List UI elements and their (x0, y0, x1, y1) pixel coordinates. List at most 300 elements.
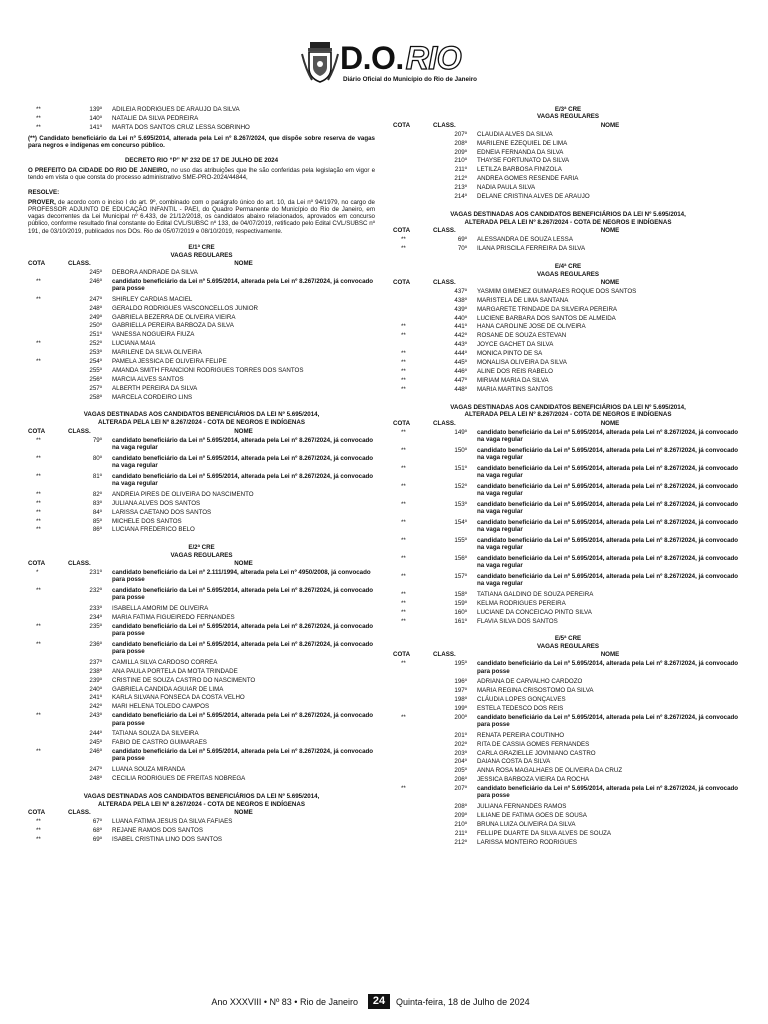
table-row (393, 830, 743, 839)
table-row (28, 437, 375, 455)
nome-cell: ALINE DOS REIS RABELO (477, 367, 553, 375)
class-cell: 206º (454, 776, 467, 784)
class-cell: 244º (89, 730, 102, 738)
table-row (393, 341, 743, 350)
class-cell: 443º (454, 341, 467, 349)
header-cota: COTA (393, 227, 411, 235)
nome-cell: candidato beneficiário da Lei nº 5.695/2014, alterada pela Lei nº 8.267/2024, já convocado para posse (112, 747, 374, 763)
nome-cell: MARTA DOS SANTOS CRUZ LESSA SOBRINHO (112, 123, 250, 131)
class-cell: 83º (92, 499, 102, 507)
nome-cell: RENATA PEREIRA COUTINHO (477, 731, 565, 739)
class-cell: 82º (92, 490, 102, 498)
class-cell: 234º (89, 613, 102, 621)
table-row (28, 305, 375, 314)
table-row (28, 703, 375, 712)
nome-cell: ISABELLA AMORIM DE OLIVEIRA (112, 605, 209, 613)
class-cell: 86º (92, 526, 102, 534)
cota-cell: ** (36, 622, 41, 630)
table-row (393, 573, 743, 591)
class-cell: 69º (92, 835, 102, 843)
table-row (28, 394, 375, 403)
table-row (393, 501, 743, 519)
class-cell: 203º (454, 749, 467, 757)
table-header (28, 428, 375, 437)
class-cell: 214º (454, 193, 467, 200)
class-cell: 235º (89, 622, 102, 630)
table-row (28, 659, 375, 668)
cota-cell: ** (36, 835, 41, 843)
class-cell: 247º (89, 295, 102, 303)
nome-cell: ADILEIA RODRIGUES DE ARAUJO DA SILVA (112, 106, 240, 113)
class-cell: 207º (454, 130, 467, 138)
table-row (28, 296, 375, 305)
table-row (393, 297, 743, 306)
table-row (28, 818, 375, 827)
class-cell: 153º (454, 500, 467, 508)
nome-cell: AMANDA SMITH FRANCIONI RODRIGUES TORRES DOS SANTOS (112, 366, 304, 374)
table-row (393, 678, 743, 687)
decree-paragraph (28, 199, 375, 236)
cota-cell: ** (401, 572, 406, 580)
section-heading-line: ALTERADA PELA LEI Nº 8.267/2024 - COTA DE NEGROS E INDÍGENAS (98, 800, 305, 808)
nome-cell: YASMIM GIMENEZ GUIMARAES ROQUE DOS SANTOS (477, 287, 637, 295)
table-row (393, 157, 743, 166)
nome-cell: DAIANA COSTA DA SILVA (477, 758, 551, 766)
nome-cell: LUCIANA MAIA (112, 340, 156, 348)
class-cell: 70º (457, 245, 467, 253)
table-row (28, 668, 375, 677)
nome-cell: MARIA REGINA CRISOSTOMO DA SILVA (477, 687, 594, 695)
cota-cell: ** (36, 827, 41, 835)
cota-cell: ** (36, 508, 41, 516)
cota-cell: ** (36, 123, 41, 131)
class-cell: 139º (89, 106, 102, 113)
class-cell: 236º (89, 640, 102, 648)
class-cell: 238º (89, 667, 102, 675)
table-row (393, 705, 743, 714)
class-cell: 248º (89, 304, 102, 312)
paragraph-lead: PROVER, (28, 198, 56, 206)
nome-cell: DELANE CRISTINA ALVES DE ARAUJO (477, 193, 590, 200)
table-row (28, 712, 375, 730)
class-cell: 242º (89, 703, 102, 711)
table-row (28, 385, 375, 394)
class-cell: 240º (89, 685, 102, 693)
header-cota: COTA (28, 560, 46, 568)
nome-cell: FABIO DE CASTRO GUIMARAES (112, 739, 207, 747)
nome-cell: GABRIELA BEZERRA DE OLIVEIRA VIEIRA (112, 313, 236, 321)
table-row (28, 473, 375, 491)
nome-cell: FELLIPE DUARTE DA SILVA ALVES DE SOUZA (477, 829, 611, 837)
table-row (393, 386, 743, 395)
table-row (393, 519, 743, 537)
cota-cell: ** (36, 490, 41, 498)
class-cell: 207º (454, 785, 467, 793)
nome-cell: LETILZA BARBOSA FINIZOLA (477, 166, 562, 174)
class-cell: 155º (454, 536, 467, 544)
nome-cell: CAMILLA SILVA CARDOSO CORREA (112, 658, 218, 666)
section-heading-line: VAGAS REGULARES (170, 251, 233, 259)
class-cell: 199º (454, 704, 467, 712)
masthead (300, 40, 477, 98)
class-cell: 202º (454, 740, 467, 748)
class-cell: 85º (92, 517, 102, 525)
table-row (393, 839, 743, 848)
section-heading-line: ALTERADA PELA LEI Nº 8.267/2024 - COTA DE NEGROS E INDÍGENAS (464, 218, 672, 226)
class-cell: 258º (89, 393, 102, 401)
section-heading-line: VAGAS DESTINADAS AOS CANDIDATOS BENEFICIÁRIOS DA LEI Nº 5.695/2014, (450, 210, 686, 218)
header-class: CLASS. (433, 227, 456, 235)
class-cell: 245º (89, 739, 102, 747)
class-cell: 204º (454, 758, 467, 766)
table-row (28, 115, 375, 124)
paragraph-text: de acordo com o inciso I do art. 9º, combinado com o parágrafo único do art. 10, da Lei nº 94/1979, no cargo de PROFESSOR ADJUNTO DE EDUCAÇÃO INFANTIL - PAEI, do Quadro Permanente do Município do Rio de Janeiro, em vagas decorrentes da Lei Municipal nº 6.433, de 21/12/2018, os candidatos abaixo relacionados, aprovados em concurso público, conforme resultado final constante do Edital CVL/SUBSC nº 133, de 04/07/2019, retificado pelo Edital CVL/SUBSC nº 191, de 03/10/2019, publicados nos DOs. Rio de 05/07/2019 e 08/10/2019, respectivamente. (28, 198, 375, 235)
table-row (393, 776, 743, 785)
class-cell: 248º (89, 774, 102, 782)
class-cell: 154º (454, 518, 467, 526)
class-cell: 141º (89, 123, 102, 131)
class-cell: 254º (89, 358, 102, 365)
cota-cell: ** (401, 358, 406, 366)
class-cell: 233º (89, 605, 102, 613)
table-row (393, 140, 743, 149)
cota-cell: ** (36, 277, 41, 285)
nome-cell: LARISSA CAETANO DOS SANTOS (112, 508, 212, 516)
nome-cell: candidato beneficiário da Lei nº 5.695/2014, alterada pela Lei nº 8.267/2024, já convocado para posse (112, 587, 374, 602)
class-cell: 209º (454, 148, 467, 156)
nome-cell: LUANA SOUZA MIRANDA (112, 765, 186, 773)
class-cell: 197º (454, 687, 467, 695)
table-row (393, 555, 743, 573)
cota-cell: ** (401, 617, 406, 625)
table-row (393, 166, 743, 175)
header-nome: NOME (600, 227, 620, 235)
cota-cell: ** (401, 350, 406, 358)
nome-cell: ILANA PRISCILA FERREIRA DA SILVA (477, 245, 586, 253)
table-row (28, 526, 375, 535)
table-row (28, 124, 375, 133)
header-cota: COTA (28, 427, 46, 435)
nome-cell: KARLA SILVANA FONSECA DA COSTA VELHO (112, 694, 245, 702)
nome-cell: MONALISA OLIVEIRA DA SILVA (477, 358, 567, 366)
nome-cell: CECILIA RODRIGUES DE FREITAS NOBREGA (112, 774, 246, 782)
class-cell: 140º (89, 114, 102, 122)
page-number: 24 (368, 994, 390, 1009)
table-row (393, 600, 743, 609)
table-row (28, 278, 375, 296)
nome-cell: candidato beneficiário da Lei nº 5.695/2014, alterada pela Lei nº 8.267/2024, já convocado para posse (477, 713, 739, 729)
table-row (393, 618, 743, 627)
nome-cell: CLAUDIA ALVES DA SILVA (477, 130, 553, 138)
table-row (28, 367, 375, 376)
cota-cell: ** (401, 554, 406, 562)
class-cell: 255º (89, 366, 102, 374)
table-row (28, 314, 375, 323)
table-row (393, 332, 743, 341)
class-cell: 249º (89, 313, 102, 321)
table-row (393, 359, 743, 368)
class-cell: 437º (454, 287, 467, 295)
table-row (28, 322, 375, 331)
table-row (393, 767, 743, 776)
nome-cell: LUCIENE BARBARA DOS SANTOS DE ALMEIDA (477, 314, 616, 322)
nome-cell: candidato beneficiário da Lei nº 5.695/2014, alterada pela Lei nº 8.267/2024, já convocado na vaga regular (477, 518, 739, 534)
nome-cell: MONICA PINTO DE SA (477, 350, 543, 358)
nome-cell: ESTELA TEDESCO DOS REIS (477, 704, 564, 712)
section-heading-line: E/4ª CRE (554, 263, 582, 271)
nome-cell: MARGARETE TRINDADE DA SILVEIRA PEREIRA (477, 305, 618, 313)
nome-cell: LILIANE DE FATIMA GOES DE SOUSA (477, 812, 587, 820)
cota-cell: ** (401, 713, 406, 721)
table-row (28, 358, 375, 367)
table-row (28, 686, 375, 695)
table-row (393, 184, 743, 193)
class-cell: 208º (454, 803, 467, 811)
section-heading-line: E/5ª CRE (554, 635, 582, 643)
table-row (393, 687, 743, 696)
class-cell: 257º (89, 384, 102, 392)
table-row (393, 429, 743, 447)
nome-cell: candidato beneficiário da Lei nº 5.695/2014, alterada pela Lei nº 8.267/2024, já convocado na vaga regular (112, 454, 374, 470)
table-row (28, 827, 375, 836)
cota-cell: ** (401, 236, 406, 244)
nome-cell: LARISSA MONTEIRO RODRIGUES (477, 838, 578, 846)
nome-cell: candidato beneficiário da Lei nº 5.695/2014, alterada pela Lei nº 8.267/2024, já convocado na vaga regular (477, 464, 739, 480)
table-row (393, 821, 743, 830)
nome-cell: candidato beneficiário da Lei nº 5.695/2014, alterada pela Lei nº 8.267/2024, já convocado na vaga regular (112, 436, 374, 452)
table-header (28, 260, 375, 269)
class-cell: 211º (454, 166, 467, 174)
nome-cell: candidato beneficiário da Lei nº 5.695/2014, alterada pela Lei nº 8.267/2024, já convocado para posse (112, 277, 374, 293)
header-class: CLASS. (68, 259, 91, 267)
class-cell: 213º (454, 184, 467, 192)
header-class: CLASS. (433, 651, 456, 659)
cota-cell: ** (36, 114, 41, 122)
cota-cell: ** (36, 358, 41, 365)
nome-cell: MICHELE DOS SANTOS (112, 517, 182, 525)
table-row (393, 193, 743, 202)
class-cell: 445º (454, 358, 467, 366)
nome-cell: MARILENE DA SILVA OLIVEIRA (112, 349, 202, 357)
section-heading (28, 244, 375, 259)
nome-cell: candidato beneficiário da Lei nº 5.695/2014, alterada pela Lei nº 8.267/2024, já convocado para posse (477, 785, 739, 800)
section-heading-line: VAGAS DESTINADAS AOS CANDIDATOS BENEFICIÁRIOS DA LEI Nº 5.695/2014, (83, 411, 320, 419)
nome-cell: ADRIANA DE CARVALHO CARDOZO (477, 678, 583, 686)
table-row (393, 306, 743, 315)
class-cell: 247º (89, 765, 102, 773)
header-class: CLASS. (433, 420, 456, 428)
nome-cell: LUCIANA FREDERICO BELO (112, 526, 195, 534)
header-class: CLASS. (68, 560, 91, 568)
nome-cell: RITA DE CASSIA GOMES FERNANDES (477, 740, 590, 748)
table-row (393, 288, 743, 297)
class-cell: 196º (454, 678, 467, 686)
table-row (28, 340, 375, 349)
page-footer (0, 994, 768, 1014)
nome-cell: GERALDO RODRIGUES VASCONCELLOS JUNIOR (112, 304, 259, 312)
header-nome: NOME (234, 560, 253, 568)
table-row (393, 785, 743, 803)
nome-cell: candidato beneficiário da Lei nº 5.695/2014, alterada pela Lei nº 8.267/2024, já convocado na vaga regular (477, 482, 739, 498)
section-heading-line: E/2ª CRE (188, 544, 215, 552)
nome-cell: MARCIA ALVES SANTOS (112, 375, 184, 383)
nome-cell: candidato beneficiário da Lei nº 5.695/2014, alterada pela Lei nº 8.267/2024, já convocado para posse (112, 712, 374, 727)
section-heading (393, 106, 743, 121)
table-row (28, 748, 375, 766)
table-header (393, 651, 743, 660)
nome-cell: EDNEIA FERNANDA DA SILVA (477, 148, 564, 156)
class-cell: 67º (92, 818, 102, 826)
nome-cell: JESSICA BARBOZA VIEIRA DA ROCHA (477, 776, 590, 784)
table-row (28, 623, 375, 641)
nome-cell: candidato beneficiário da Lei nº 5.695/2014, alterada pela Lei nº 8.267/2024, já convocado na vaga regular (477, 536, 739, 552)
table-row (28, 269, 375, 278)
header-cota: COTA (393, 121, 411, 129)
nome-cell: candidato beneficiário da Lei nº 5.695/2014, alterada pela Lei nº 8.267/2024, já convocado na vaga regular (477, 500, 739, 516)
class-cell: 158º (454, 590, 467, 598)
nome-cell: candidato beneficiário da Lei nº 5.695/2014, alterada pela Lei nº 8.267/2024, já convocado para posse (112, 640, 374, 656)
cota-cell: ** (401, 599, 406, 607)
header-nome: NOME (600, 420, 620, 428)
header-nome: NOME (234, 809, 253, 817)
class-cell: 241º (89, 694, 102, 702)
cota-cell: ** (401, 785, 406, 793)
section-heading (393, 211, 743, 227)
table-row (393, 236, 743, 245)
nome-cell: SHIRLEY CARDIAS MACIEL (112, 295, 193, 303)
table-row (28, 500, 375, 509)
section-heading-line: VAGAS REGULARES (536, 642, 600, 650)
cota-cell: ** (36, 818, 41, 826)
nome-cell: MARILENE EZEQUIEL DE LIMA (477, 139, 568, 147)
class-cell: 156º (454, 554, 467, 562)
header-nome: NOME (600, 121, 620, 129)
gazette-subtitle: Diário Oficial do Município do Rio de Janeiro (343, 76, 477, 83)
class-cell: 252º (89, 340, 102, 348)
section-heading-line: ALTERADA PELA LEI Nº 8.267/2024 - COTA DE NEGROS E INDÍGENAS (464, 411, 672, 419)
nome-cell: candidato beneficiário da Lei nº 5.695/2014, alterada pela Lei nº 8.267/2024, já convocado na vaga regular (477, 428, 739, 444)
table-row (393, 696, 743, 705)
table-row (28, 739, 375, 748)
class-cell: 438º (454, 296, 467, 304)
nome-cell: PAMELA JESSICA DE OLIVEIRA FELIPE (112, 358, 227, 365)
cota-cell: ** (401, 385, 406, 393)
table-row (393, 591, 743, 600)
cota-cell: ** (36, 517, 41, 525)
table-row (393, 323, 743, 332)
table-row (28, 677, 375, 686)
table-row (28, 569, 375, 587)
class-cell: 239º (89, 676, 102, 684)
footer-date: Quinta-feira, 18 de Julho de 2024 (396, 997, 530, 1007)
nome-cell: candidato beneficiário da Lei nº 5.695/2014, alterada pela Lei nº 8.267/2024, já convocado na vaga regular (477, 554, 739, 570)
table-row (393, 377, 743, 386)
class-cell: 69º (457, 236, 467, 244)
class-cell: 152º (454, 482, 467, 490)
footer-edition: Ano XXXVIII • Nº 83 • Rio de Janeiro (211, 997, 358, 1007)
header-class: CLASS. (433, 278, 456, 286)
table-row (393, 537, 743, 555)
class-cell: 446º (454, 367, 467, 375)
nome-cell: VANESSA NOGUEIRA FIUZA (112, 331, 195, 339)
nome-cell: LUCIANE DA CONCEICAO PINTO SILVA (477, 608, 592, 616)
section-heading (28, 411, 375, 427)
nome-cell: REJANE RAMOS DOS SANTOS (112, 827, 203, 835)
table-row (28, 509, 375, 518)
table-row (28, 455, 375, 473)
table-row (393, 803, 743, 812)
class-cell: 195º (454, 660, 467, 668)
nome-cell: ANNA ROSA MAGALHAES DE OLIVEIRA DA CRUZ (477, 767, 623, 775)
city-coat-of-arms-icon (300, 40, 340, 84)
nome-cell: candidato beneficiário da Lei nº 5.695/2014, alterada pela Lei nº 8.267/2024, já convocado na vaga regular (477, 446, 739, 462)
class-cell: 440º (454, 314, 467, 322)
nome-cell: HANA CAROLINE JOSE DE OLIVEIRA (477, 323, 586, 331)
cota-cell: ** (36, 499, 41, 507)
gazette-title: D.O.RIO (340, 40, 462, 76)
class-cell: 246º (89, 747, 102, 755)
class-cell: 439º (454, 305, 467, 313)
table-row (393, 175, 743, 184)
header-nome: NOME (600, 651, 620, 659)
nome-cell: TATIANA SOUZA DA SILVEIRA (112, 730, 199, 738)
cota-cell: ** (36, 340, 41, 348)
nome-cell: candidato beneficiário da Lei nº 5.695/2014, alterada pela Lei nº 8.267/2024, já convocado na vaga regular (477, 572, 739, 588)
table-row (393, 609, 743, 618)
header-class: CLASS. (68, 809, 91, 817)
header-cota: COTA (28, 809, 46, 817)
nome-cell: GABRIELA CANDIDA AGUIAR DE LIMA (112, 685, 224, 693)
paragraph-lead: O PREFEITO DA CIDADE DO RIO DE JANEIRO, (28, 166, 169, 174)
class-cell: 448º (454, 385, 467, 393)
class-cell: 210º (454, 820, 467, 828)
class-cell: 245º (89, 268, 102, 276)
section-heading-line: E/3ª CRE (554, 106, 582, 113)
table-row (28, 331, 375, 340)
class-cell: 441º (454, 323, 467, 331)
nome-cell: ISABEL CRISTINA LINO DOS SANTOS (112, 835, 223, 843)
cota-cell: ** (36, 712, 41, 720)
nome-cell: candidato beneficiário da Lei nº 5.695/2014, alterada pela Lei nº 8.267/2024, já convocado para posse (477, 660, 739, 675)
table-row (28, 349, 375, 358)
class-cell: 159º (454, 599, 467, 607)
nome-cell: MARIA MARTINS SANTOS (477, 385, 553, 393)
nome-cell: JULIANA ALVES DOS SANTOS (112, 499, 201, 507)
cota-cell: ** (401, 590, 406, 598)
section-heading (28, 793, 375, 809)
cota-cell: ** (401, 428, 406, 436)
nome-cell: JULIANA FERNANDES RAMOS (477, 803, 567, 811)
section-heading (393, 263, 743, 278)
cota-cell: ** (401, 660, 406, 668)
nome-cell: CLÁUDIA LOPES GONÇALVES (477, 696, 566, 704)
table-row (393, 465, 743, 483)
cota-cell: ** (36, 472, 41, 480)
cota-cell: ** (401, 518, 406, 526)
paragraph-text: no uso das atribuições que lhe são conferidas pela legislação em vigor e tendo em vista o que consta do processo administrativo SME-PRO-2024/44844, (28, 166, 375, 181)
nome-cell: FLAVIA SILVA DOS SANTOS (477, 617, 558, 625)
header-cota: COTA (393, 420, 411, 428)
class-cell: 200º (454, 713, 467, 721)
table-header (393, 122, 743, 131)
section-heading-line: E/1ª CRE (188, 244, 215, 252)
class-cell: 79º (92, 436, 102, 444)
left-column (28, 106, 375, 845)
cota-cell: ** (401, 323, 406, 331)
class-cell: 256º (89, 375, 102, 383)
class-cell: 212º (454, 838, 467, 846)
nome-cell: JOYCE GACHET DA SILVA (477, 341, 554, 349)
